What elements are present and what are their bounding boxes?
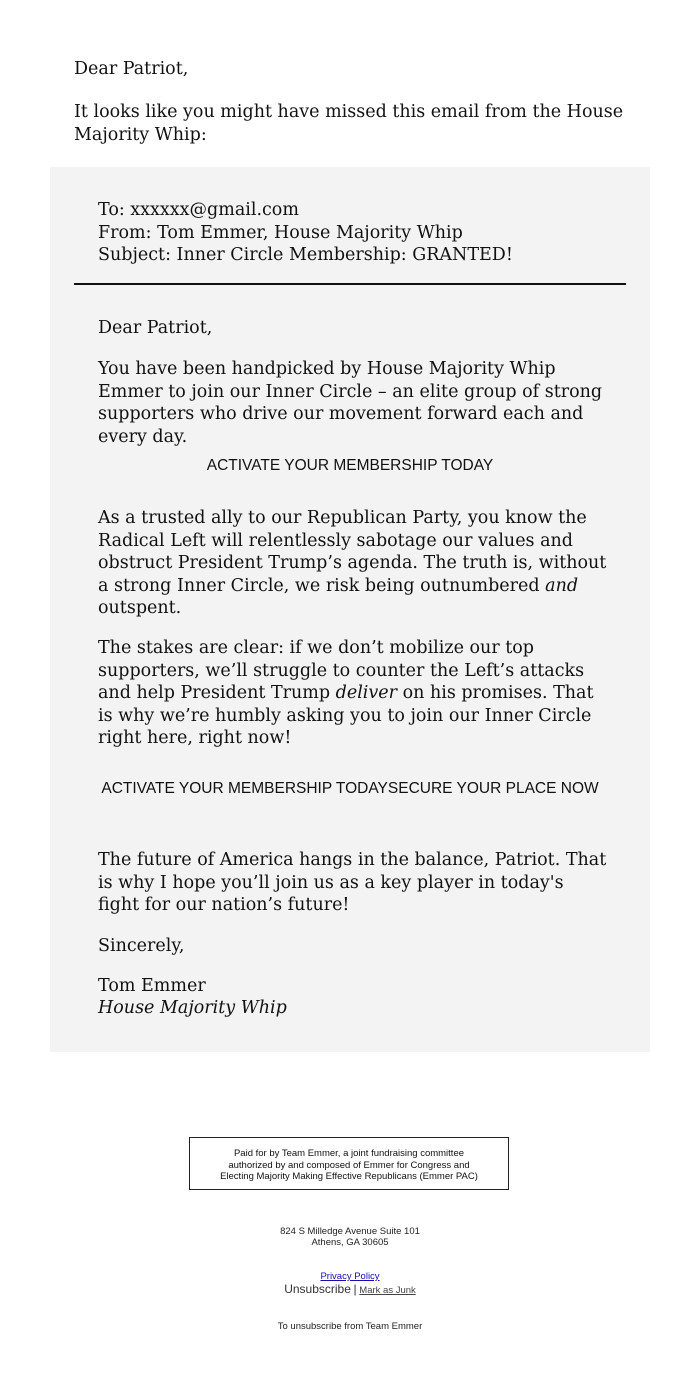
p3-text-before: The stakes are clear: if we don’t mobilize our top supporters, we’ll struggle to counter the Left’s attacks and help President Trump [98,638,585,703]
header-to: To: xxxxxx@gmail.com [98,200,299,220]
body-paragraph-3 [98,637,608,750]
header-subject: Subject: Inner Circle Membership: GRANTED! [98,245,513,265]
closing: Sincerely, [98,936,185,956]
forwarded-email-panel [50,167,650,1052]
intro-greeting: Dear Patriot, [74,59,189,79]
activate-membership-link[interactable]: ACTIVATE YOUR MEMBERSHIP TODAY [206,457,494,474]
address-line-2: Athens, GA 30605 [311,1237,389,1248]
mark-as-junk-link[interactable]: Mark as Junk [359,1285,416,1296]
intro-text: It looks like you might have missed this email from the House Majority Whip: [74,102,624,145]
header-divider [74,283,626,285]
p3-emphasis: deliver [335,683,398,703]
link-separator: | [353,1282,357,1296]
activate-secure-place-link[interactable]: ACTIVATE YOUR MEMBERSHIP TODAYSECURE YOUR PLACE NOW [101,780,599,797]
p2-emphasis: and [545,575,579,596]
body-paragraph-2 [98,507,608,620]
p3-text-after: on his promises. That is why we’re humbly asking you to join our Inner Circle right here, right now! [98,683,594,748]
body-paragraph-4: The future of America hangs in the balance, Patriot. That is why I hope you’ll join us as a key player in today's fight for our nation’s future! [98,850,607,915]
address-line-1: 824 S Milledge Avenue Suite 101 [280,1226,420,1237]
body-paragraph-1: You have been handpicked by House Majority Whip Emmer to join our Inner Circle – an elite group of strong supporters who drive our movement forward each and every day. [98,359,603,447]
privacy-policy-link[interactable]: Privacy Policy [320,1271,380,1282]
forwarded-header [98,199,513,267]
disclaimer-text: Paid for by Team Emmer, a joint fundraising committee authorized by and composed of Emmer for Congress and Electing Majority Making Effective Republicans (Emmer PAC) [220,1148,478,1182]
unsubscribe-link[interactable]: Unsubscribe [284,1282,351,1296]
signer-name: Tom Emmer [98,976,206,996]
mailing-address [0,1226,700,1248]
signer-title: House Majority Whip [98,998,287,1018]
paid-for-disclaimer [189,1137,509,1190]
header-from: From: Tom Emmer, House Majority Whip [98,222,463,243]
p2-text-before: As a trusted ally to our Republican Party, you know the Radical Left will relentlessly sabotage our values and obstruct President Trump’s agenda. The truth is, without a strong Inner Circle, we risk being outnumbered [98,508,607,596]
body-greeting: Dear Patriot, [98,318,213,338]
footer-links [0,1271,700,1298]
unsubscribe-note: To unsubscribe from Team Emmer [277,1321,423,1332]
p2-text-after: outspent. [98,598,182,618]
